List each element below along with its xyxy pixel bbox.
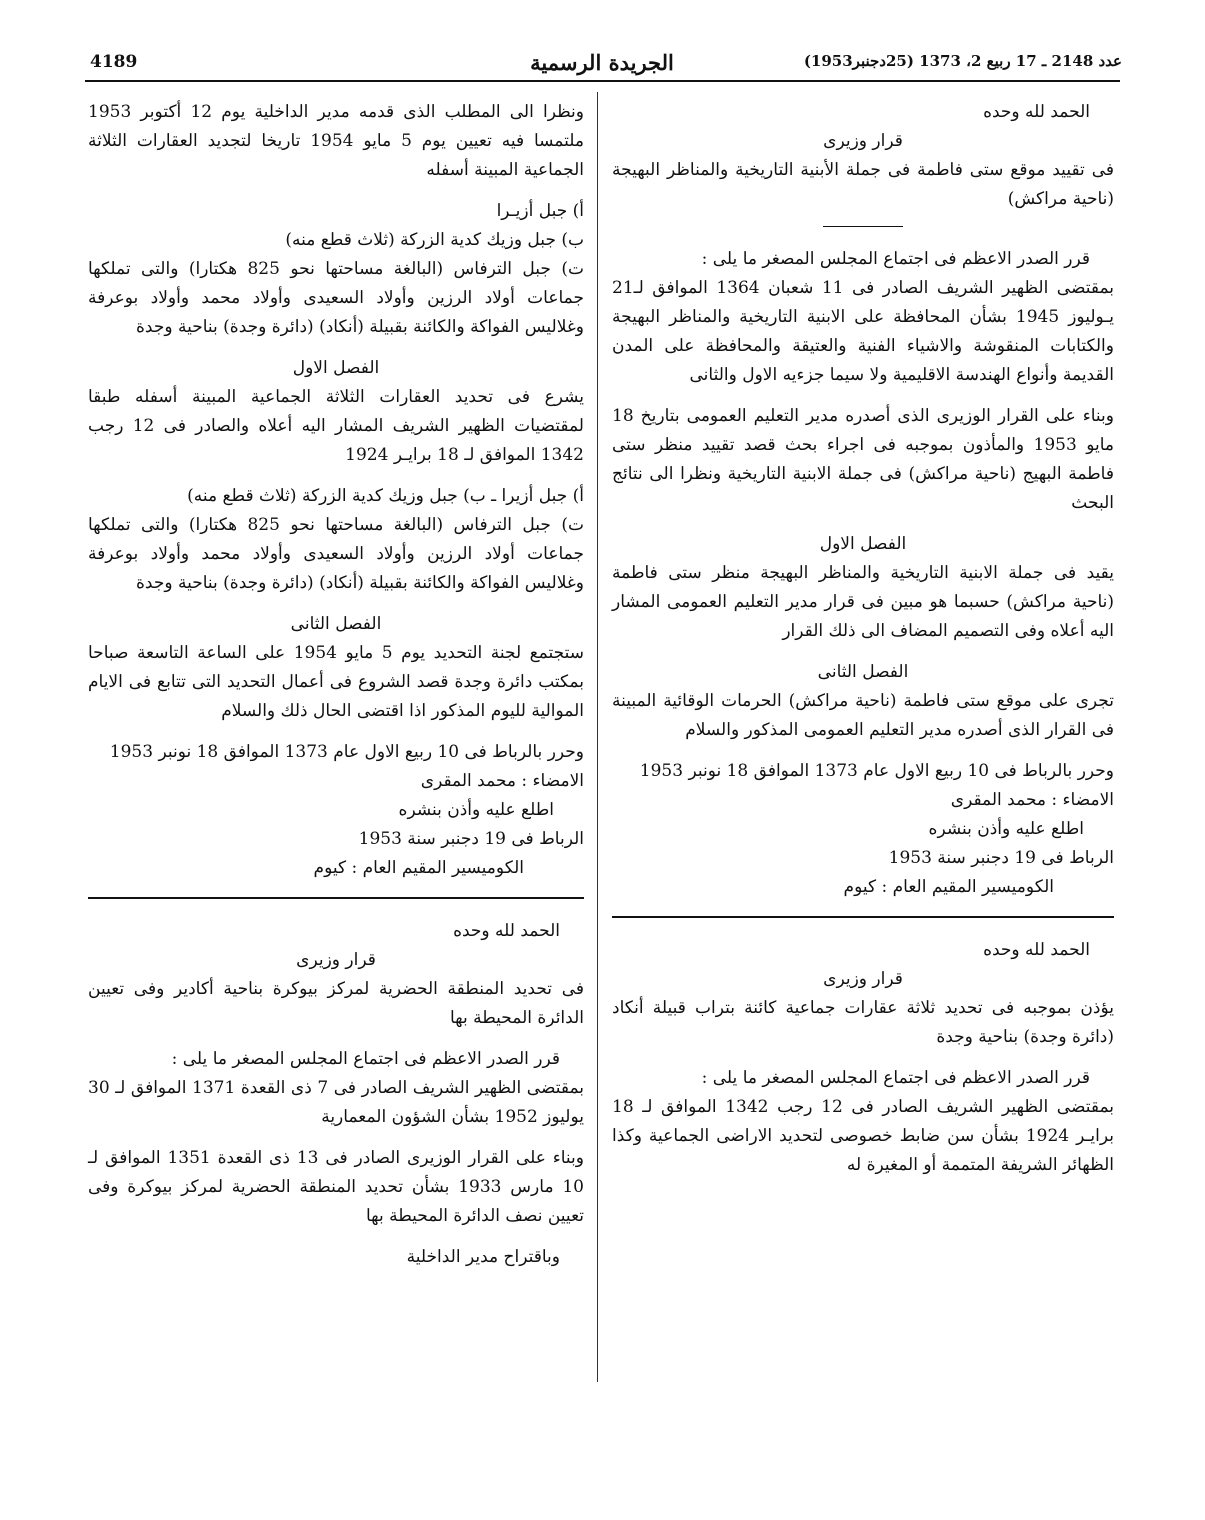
decree-paragraph: بمقتضى الظهير الشريف الصادر فى 7 ذى القعدة 1371 الموافق لـ 30 يوليوز 1952 بشأن الشؤون المعمارية	[88, 1078, 585, 1127]
hamd-line: الحمد لله وحده	[983, 102, 1090, 122]
decree-title: قرار وزيرى	[823, 969, 903, 989]
commissioner-line: الكوميسير المقيم العام : كيوم	[843, 877, 1054, 897]
left-column	[88, 98, 584, 1286]
decree-paragraph: يشرع فى تحديد العقارات الثلاثة الجماعية المبينة أسفله طبقا لمقتضيات الظهير الشريف المشار اليه أعلاه والصادر فى 12 رجب 1342 الموافق لـ 18 برايـر 1924	[88, 387, 584, 465]
decree-angad-continued	[88, 98, 584, 883]
decree-paragraph: بمقتضى الظهير الشريف الصادر فى 12 رجب 1342 الموافق لـ 18 برايـر 1924 بشأن سن ضابط خصوصى لتحديد الاراضى الجماعية وكذا الظهائر الشريفة المتممة أو المغيرة له	[612, 1097, 1114, 1175]
decree-paragraph: وبناء على القرار الوزيرى الذى أصدره مدير التعليم العمومى بتاريخ 18 مايو 1953 والمأذون بموجبه فى اجراء بحث قصد تقييد منظر ستى فاطمة البهيج (ناحية مراكش) فى جملة الابنية التاريخية ونظرا الى نتائج البحث	[612, 406, 1115, 513]
decree-paragraph: ونظرا الى المطلب الذى قدمه مدير الداخلية يوم 12 أكتوبر 1953 ملتمسا فيه تعيين يوم 5 مايو 1954 تاريخا لتجديد العقارات الثلاثة الجماعية المبينة أسفله	[88, 102, 584, 180]
date-line: وحرر بالرباط فى 10 ربيع الاول عام 1373 الموافق 18 نونبر 1953	[109, 742, 584, 762]
decree-paragraph: بمقتضى الظهير الشريف الصادر فى 11 شعبان 1364 الموافق لـ21 يـوليوز 1945 بشأن المحافظة على الابنية التاريخية والمناظر البهيجة والكتابات المنقوشة والاشياء الفنية والعتيقة والمحافظة على المدن القديمة وأنواع الهندسة الاقليمية ولا سيما جزءيه الاول والثانى	[612, 278, 1115, 385]
decree-separator	[612, 916, 1114, 918]
seen-line: اطلع عليه وأذن بنشره	[398, 800, 554, 820]
date-line: وحرر بالرباط فى 10 ربيع الاول عام 1373 الموافق 18 نونبر 1953	[639, 761, 1114, 781]
column-divider	[597, 92, 598, 1382]
hamd-line: الحمد لله وحده	[453, 921, 560, 941]
gazette-title: الجريدة الرسمية	[530, 50, 674, 75]
short-divider	[823, 226, 903, 227]
decree-paragraph: وبناء على القرار الوزيرى الصادر فى 13 ذى القعدة 1351 الموافق لـ 10 مارس 1933 بشأن تحديد المنطقة الحضرية لمركز بيوكرة وفى تعيين نصف الدائرة المحيطة بها	[88, 1148, 585, 1226]
header-rule	[85, 80, 1120, 82]
hamd-line: الحمد لله وحده	[983, 940, 1090, 960]
commissioner-line: الكوميسير المقيم العام : كيوم	[313, 858, 524, 878]
decree-biougra	[88, 917, 584, 1272]
decree-title: قرار وزيرى	[823, 131, 903, 151]
decree-separator	[88, 897, 584, 899]
list-item: أ) جبل أزيرا ـ ب) جبل وزيك كدية الزركة (ثلاث قطع منه)	[187, 486, 584, 506]
page-number: 4189	[90, 52, 138, 72]
decree-intro: قرر الصدر الاعظم فى اجتماع المجلس المصغر ما يلى :	[171, 1049, 560, 1069]
list-item: ت) جبل الترفاس (البالغة مساحتها نحو 825 هكتارا) والتى تملكها جماعات أولاد الرزين وأولاد السعيدى وأولاد محمد وأولاد بوعرفة وغلاليس الفواكة والكائنة بقبيلة (أنكاد) (دائرة وجدة) بناحية وجدة	[88, 515, 584, 593]
decree-paragraph: تجرى على موقع ستى فاطمة (ناحية مراكش) الحرمات الوقائية المبينة فى القرار الذى أصدره مدير التعليم العمومى المذكور والسلام	[612, 691, 1114, 740]
seen-line: اطلع عليه وأذن بنشره	[928, 819, 1084, 839]
rabat-date: الرباط فى 19 دجنبر سنة 1953	[358, 829, 584, 849]
decree-intro: قرر الصدر الاعظم فى اجتماع المجلس المصغر ما يلى :	[701, 1068, 1090, 1088]
page-header	[82, 50, 1122, 80]
decree-paragraph: ستجتمع لجنة التحديد يوم 5 مايو 1954 على الساعة التاسعة صباحا بمكتب دائرة وجدة قصد الشروع فى أعمال التحديد التى تتابع فى الايام الموالية لليوم المذكور اذا اقتضى الحال ذلك والسلام	[88, 643, 584, 721]
rabat-date: الرباط فى 19 دجنبر سنة 1953	[888, 848, 1114, 868]
section-title: الفصل الثانى	[290, 614, 382, 634]
signature-line: الامضاء : محمد المقرى	[420, 771, 584, 791]
issue-line: عدد 2148 ـ 17 ربيع 2، 1373 (25دجنبر1953)	[803, 52, 1122, 70]
right-column	[612, 98, 1114, 1194]
decree-sitti-fatma	[612, 98, 1114, 902]
decree-intro: قرر الصدر الاعظم فى اجتماع المجلس المصغر ما يلى :	[701, 249, 1090, 269]
list-item: أ) جبل أزيـرا	[496, 201, 584, 221]
decree-subject: يؤذن بموجبه فى تحديد ثلاثة عقارات جماعية كائنة بتراب قبيلة أنكاد (دائرة وجدة) بناحية وجدة	[612, 998, 1114, 1047]
decree-angad-lands	[612, 936, 1114, 1180]
decree-paragraph: يقيد فى جملة الابنية التاريخية والمناظر البهيجة منظر ستى فاطمة (ناحية مراكش) حسبما هو مبين فى قرار مدير التعليم العمومى المشار اليه أعلاه وفى التصميم المضاف الى ذلك القرار	[612, 563, 1114, 641]
section-title: الفصل الاول	[819, 534, 907, 554]
decree-paragraph: وباقتراح مدير الداخلية	[406, 1247, 560, 1267]
list-item: ب) جبل وزيك كدية الزركة (ثلاث قطع منه)	[285, 230, 584, 250]
decree-subject: فى تقييد موقع ستى فاطمة فى جملة الأبنية التاريخية والمناظر البهيجة (ناحية مراكش)	[612, 160, 1114, 209]
section-title: الفصل الاول	[292, 358, 380, 378]
section-title: الفصل الثانى	[817, 662, 909, 682]
decree-title: قرار وزيرى	[296, 950, 376, 970]
list-item: ت) جبل الترفاس (البالغة مساحتها نحو 825 هكتارا) والتى تملكها جماعات أولاد الرزين وأولاد السعيدى وأولاد محمد وأولاد بوعرفة وغلاليس الفواكة والكائنة بقبيلة (أنكاد) (دائرة وجدة) بناحية وجدة	[88, 259, 584, 337]
decree-subject: فى تحديد المنطقة الحضرية لمركز بيوكرة بناحية أكادير وفى تعيين الدائرة المحيطة بها	[88, 979, 584, 1028]
signature-line: الامضاء : محمد المقرى	[950, 790, 1114, 810]
